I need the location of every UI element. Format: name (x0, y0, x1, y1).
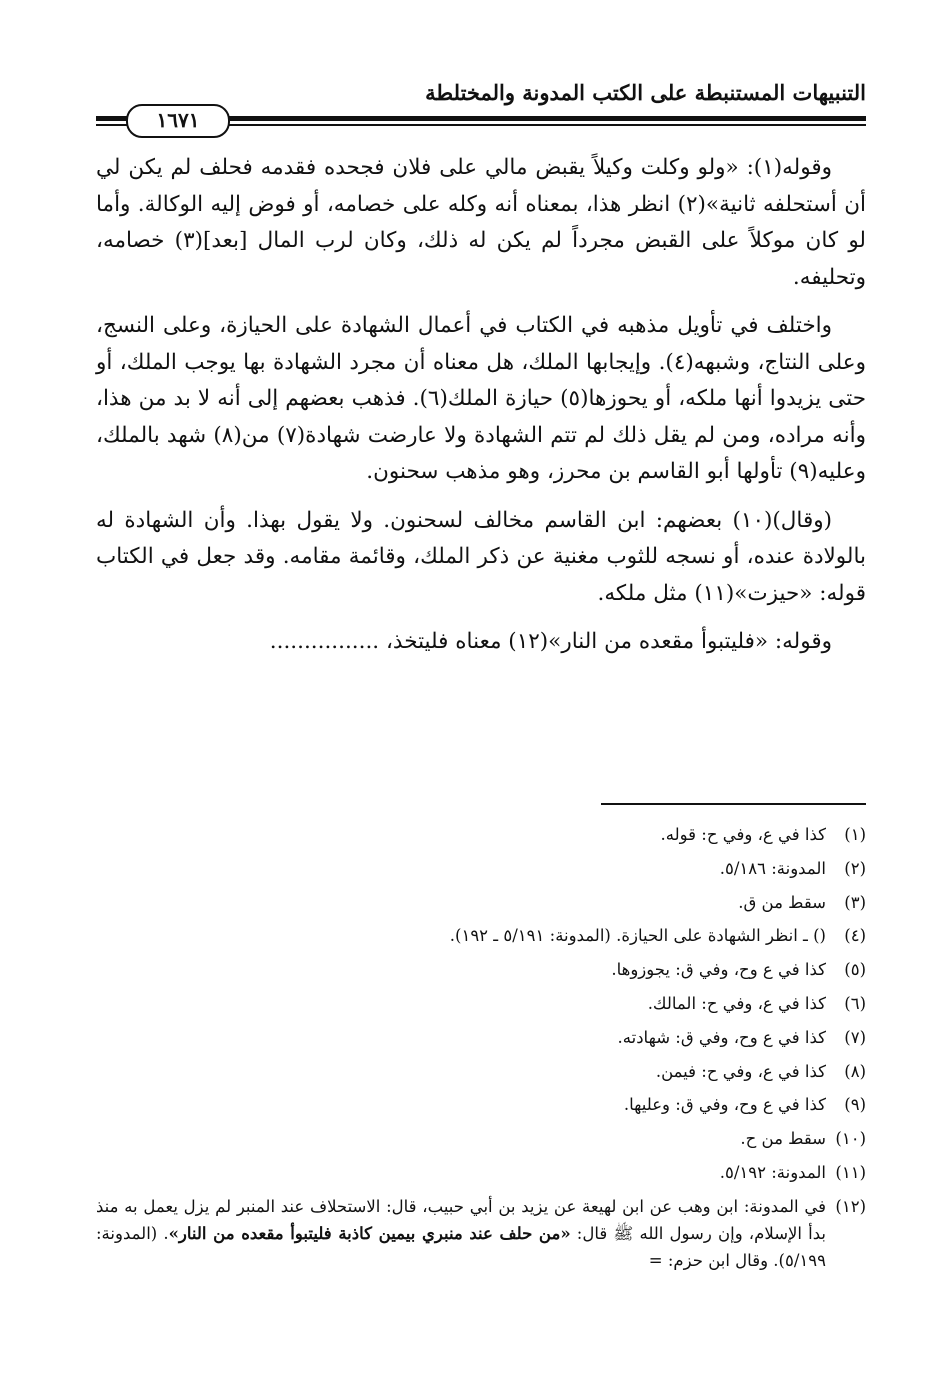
footnote (96, 1021, 866, 1055)
footnote-number: (٥) (844, 960, 866, 980)
footnote-number: (٧) (844, 1027, 866, 1047)
footnote (96, 1055, 866, 1089)
footnote (96, 1122, 866, 1156)
paragraph-2: واختلف في تأويل مذهبه في الكتاب في أعمال الشهادة على الحيازة، وعلى النسج، وعلى النتاج، وشبهه(٤). وإيجابها الملك، هل معناه أن مجرد الشهادة بها يوجب الملك، أو حتى يزيدوا أنها ملكه، أو يحوزها(٥) حيازة الملك(٦). فذهب بعضهم إلى أنه لا بد من هذا، وأنه مراده، ومن لم يقل ذلك لم تتم الشهادة ولا عارضت شهادة(٧) من(٨) شهد بالملك، وعليه(٩) تأولها أبو القاسم بن محرز، وهو مذهب سحنون. (96, 313, 867, 484)
footnote-number: (٤) (844, 926, 866, 946)
footnote-text (96, 1190, 826, 1274)
footnote-separator (601, 803, 866, 805)
footnote (96, 953, 866, 987)
footnote-text: سقط من ح. (740, 1129, 826, 1149)
footnote-text: كذا في ع وح، وفي ق: يجوزوها. (611, 960, 826, 980)
footnote-text: كذا في ع، وفي ح: فيمن. (655, 1061, 826, 1081)
footnote-text: كذا في ع، وفي ح: المالك. (647, 993, 826, 1013)
paragraph-3: (وقال)(١٠) بعضهم: ابن القاسم مخالف لسحنون. ولا يقول بهذا. وأن الشهادة له بالولادة عنده، أو نسجه للثوب مغنية عن ذكر الملك، وقائمة مقامه. وقد جعل في الكتاب قوله: «حيزت»(١١) مثل ملكه. (96, 507, 866, 606)
footnote-number: (٨) (844, 1061, 866, 1081)
footnote-text: كذا في ع وح، وفي ق: شهادته. (617, 1027, 826, 1047)
footnote (96, 852, 866, 886)
footnote (96, 1190, 866, 1274)
footnote-text-part: في المدونة: ابن وهب عن ابن لهيعة عن يزيد بن أبي حبيب، قال: الاستحلاف عند المنبر لم يزل يعمل به منذ بدأ الإسلام، وإن رسول الله ﷺ قال: (96, 1196, 826, 1243)
page-number: ١٦٧١ (126, 104, 230, 138)
paragraph-4: وقوله: «فليتبوأ مقعده من النار»(١٢) معناه فليتخذ، ................ (269, 629, 832, 654)
footnote (96, 919, 866, 953)
footnote (96, 987, 866, 1021)
main-text (96, 150, 866, 673)
footnote-text: كذا في ع وح، وفي ق: وعليها. (623, 1095, 826, 1115)
hadith-quote: «من حلف عند منبري بيمين كاذبة فليتبوأ مقعده من النار» (168, 1223, 571, 1243)
footnote (96, 886, 866, 920)
footnote-text-part: . (المدونة: ٥/١٩٩). وقال ابن حزم: = (96, 1223, 826, 1270)
footnote (96, 818, 866, 852)
footnote-text: كذا في ع، وفي ح: قوله. (660, 825, 826, 844)
footnote-number: (١١) (835, 1162, 866, 1182)
paragraph-1: وقوله(١): «ولو وكلت وكيلاً يقبض مالي على فلان فجحده فقدمه فحلف لم يكن لي أن أستحلفه ثانية»(٢) انظر هذا، بمعناه أنه وكله على خصامه، أو فوض إليه الوكالة. وأما لو كان موكلاً على القبض مجرداً لم يكن له ذلك، وكان لرب المال [بعد](٣) خصامه، وتحليفه. (96, 155, 866, 290)
footnote-text: () ـ انظر الشهادة على الحيازة. (المدونة: ٥/١٩١ ـ ١٩٢). (449, 926, 826, 946)
footnote-number: (٢) (844, 858, 866, 878)
footnote-number: (٦) (844, 993, 866, 1013)
footnote-text: المدونة: ٥/١٨٦. (719, 858, 826, 878)
footnote (96, 1156, 866, 1190)
footnotes (96, 818, 866, 1274)
footnote-number: (١) (844, 825, 866, 844)
page-header (96, 76, 866, 136)
footnote-number: (١٢) (835, 1196, 866, 1216)
footnote-text: سقط من ق. (738, 892, 826, 912)
footnote-number: (٩) (844, 1095, 866, 1115)
footnote-number: (١٠) (835, 1129, 866, 1149)
running-title: التنبيهات المستنبطة على الكتب المدونة والمختلطة (425, 80, 866, 105)
footnote-text: المدونة: ٥/١٩٢. (719, 1162, 826, 1182)
footnote-number: (٣) (844, 892, 866, 912)
footnote (96, 1088, 866, 1122)
